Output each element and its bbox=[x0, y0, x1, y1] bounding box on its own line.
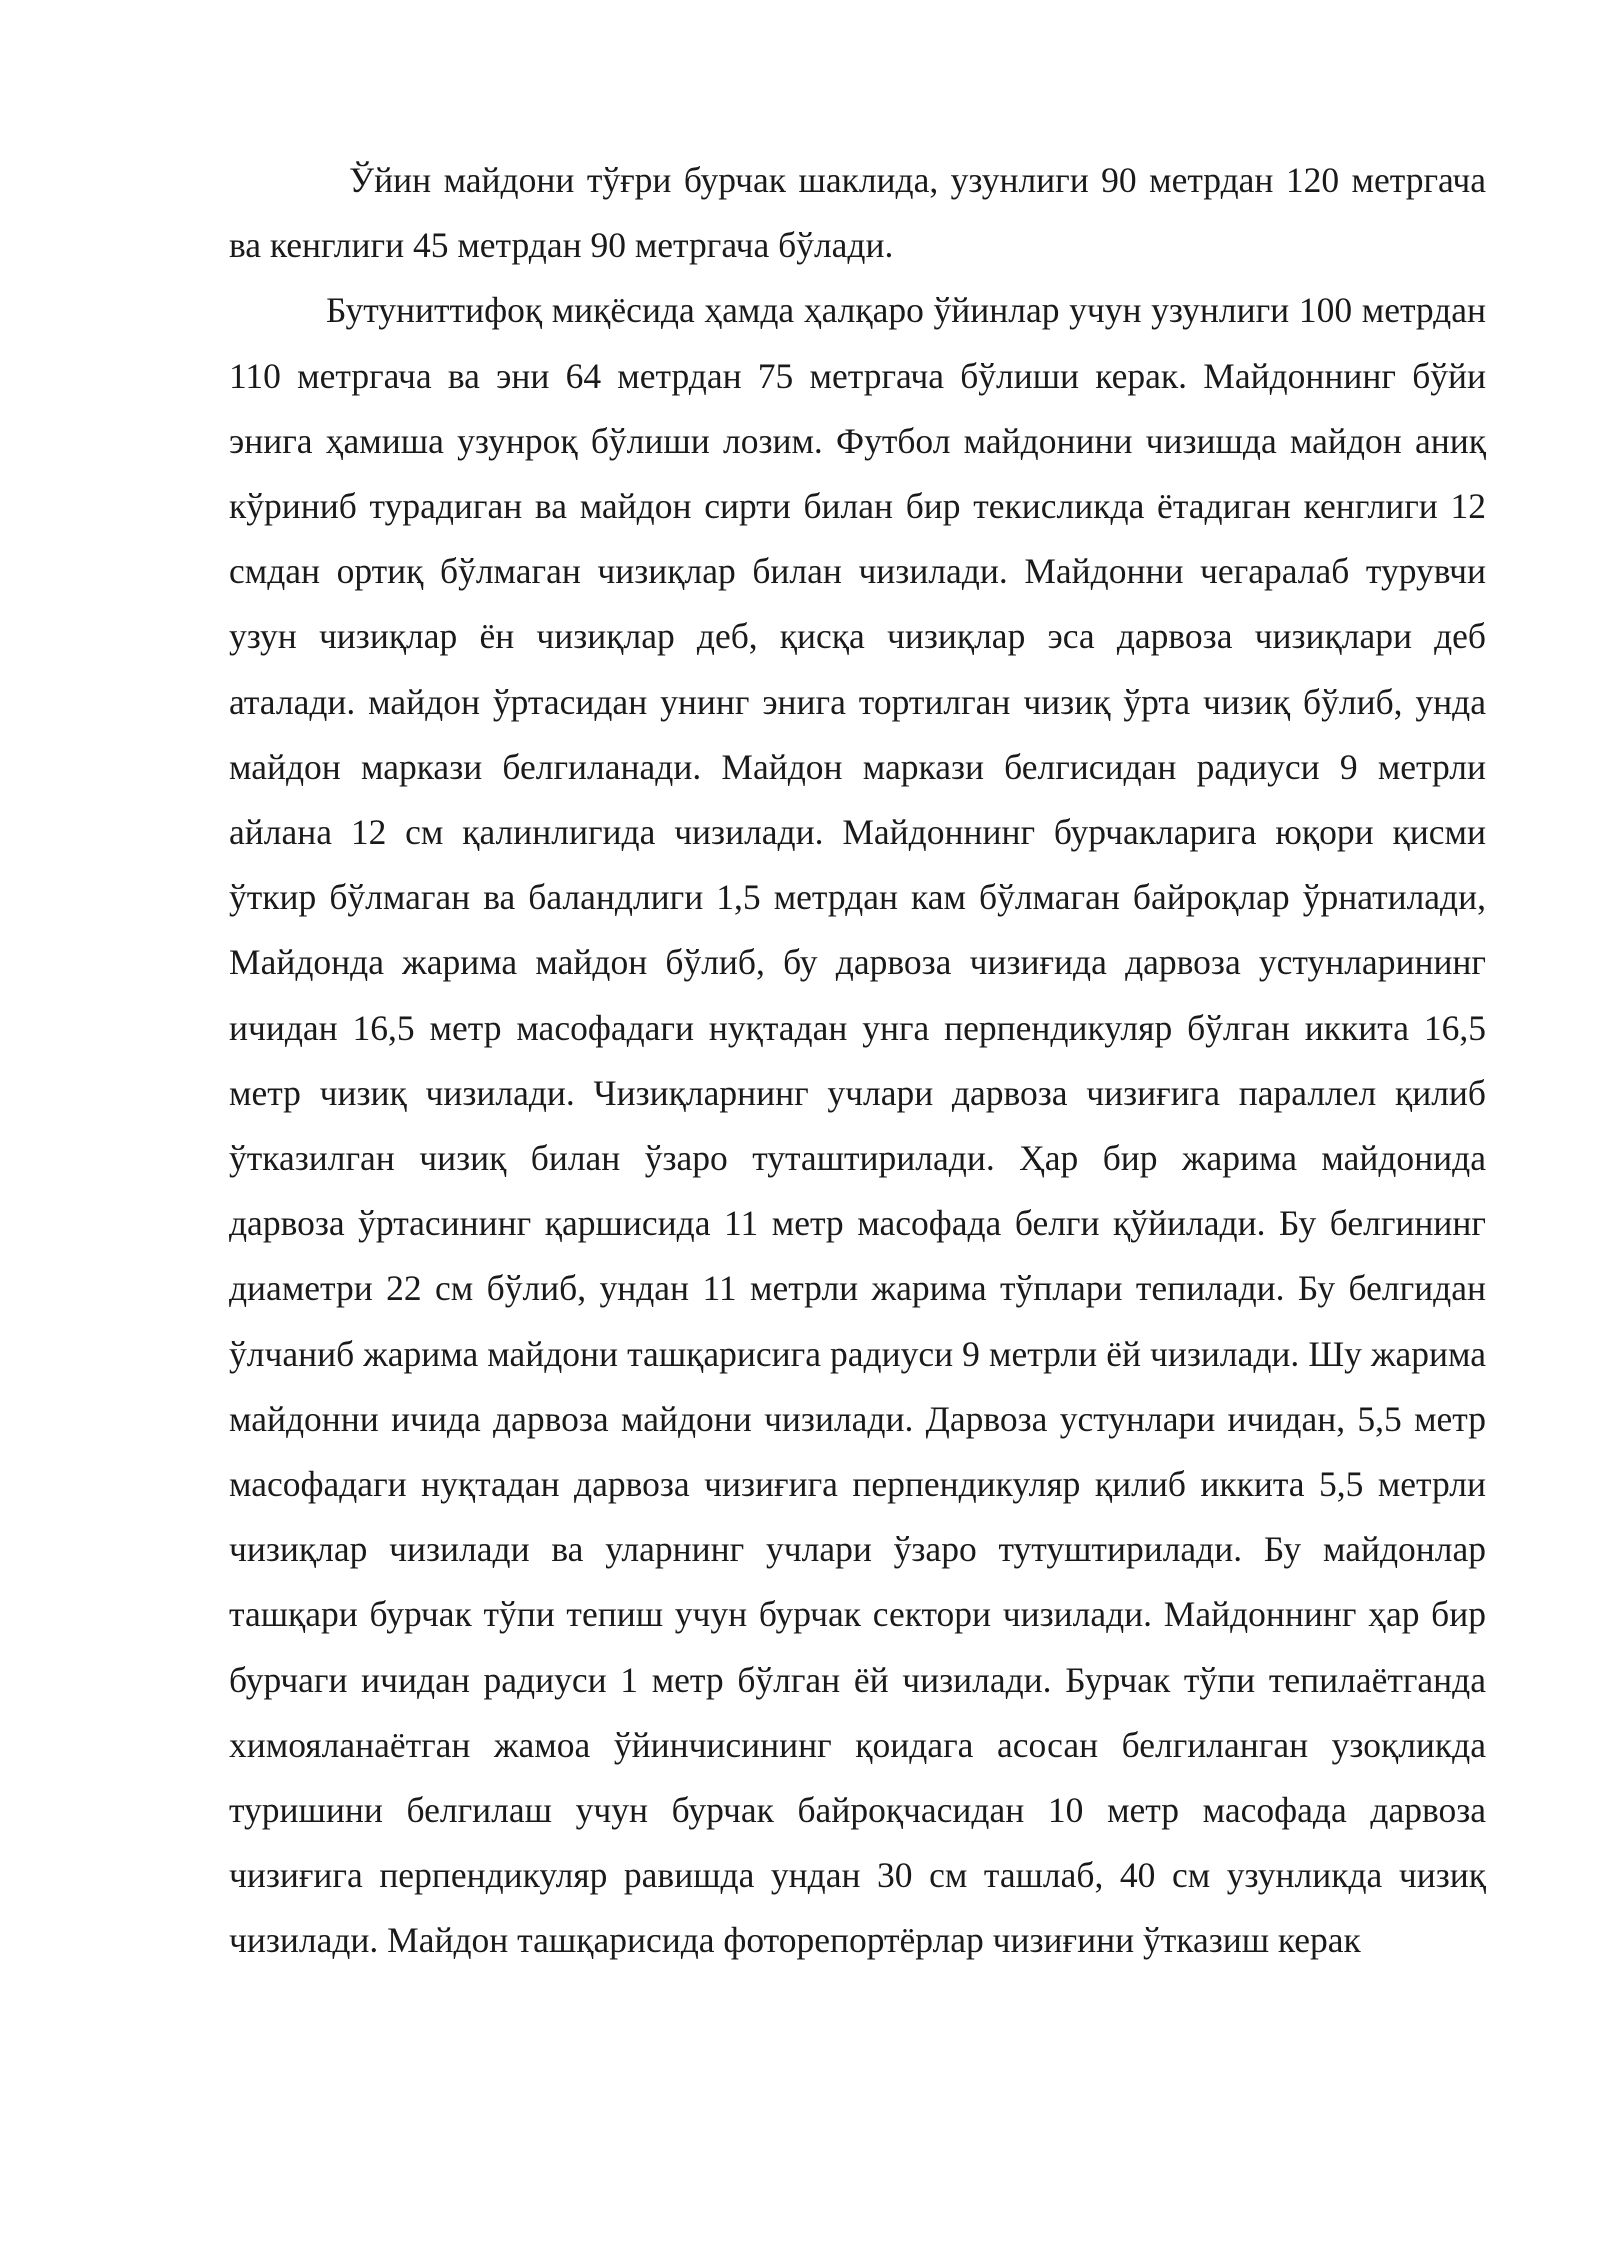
document-body bbox=[229, 148, 1486, 1974]
paragraph-field-markings: Бутуниттифоқ миқёсида ҳамда ҳалқаро ўйинлар учун узунлиги 100 метрдан 110 метргача ва эни 64 метрдан 75 метргача бўлиши керак. Майдоннинг бўйи энига ҳамиша узунроқ бўлиши лозим. Футбол майдонини чизишда майдон аниқ кўриниб турадиган ва майдон сирти билан бир текисликда ётадиган кенглиги 12 смдан ортиқ бўлмаган чизиқлар билан чизилади. Майдонни чегаралаб турувчи узун чизиқлар ён чизиқлар деб, қисқа чизиқлар эса дарвоза чизиқлари деб аталади. майдон ўртасидан унинг энига тортилган чизиқ ўрта чизиқ бўлиб, унда майдон маркази белгиланади. Майдон маркази белгисидан радиуси 9 метрли айлана 12 см қалинлигида чизилади. Майдоннинг бурчакларига юқори қисми ўткир бўлмаган ва баландлиги 1,5 метрдан кам бўлмаган байроқлар ўрнатилади, Майдонда жарима майдон бўлиб, бу дарвоза чизиғида дарвоза устунларининг ичидан 16,5 метр масофадаги нуқтадан унга перпендикуляр бўлган иккита 16,5 метр чизиқ чизилади. Чизиқларнинг учлари дарвоза чизиғига параллел қилиб ўтказилган чизиқ билан ўзаро туташтирилади. Ҳар бир жарима майдонида дарвоза ўртасининг қаршисида 11 метр масофада белги қўйилади. Бу белгининг диаметри 22 см бўлиб, ундан 11 метрли жарима тўплари тепилади. Бу белгидан ўлчаниб жарима майдони ташқарисига радиуси 9 метрли ёй чизилади. Шу жарима майдонни ичида дарвоза майдони чизилади. Дарвоза устунлари ичидан, 5,5 метр масофадаги нуқтадан дарвоза чизиғига перпендикуляр қилиб иккита 5,5 метрли чизиқлар чизилади ва уларнинг учлари ўзаро тутуштирилади. Бу майдонлар ташқари бурчак тўпи тепиш учун бурчак сектори чизилади. Майдоннинг ҳар бир бурчаги ичидан радиуси 1 метр бўлган ёй чизилади. Бурчак тўпи тепилаётганда химояланаётган жамоа ўйинчисининг қоидага асосан белгиланган узоқликда туришини белгилаш учун бурчак байроқчасидан 10 метр масофада дарвоза чизиғига перпендикуляр равишда ундан 30 см ташлаб, 40 см узунликда чизиқ чизилади. Майдон ташқарисида фоторепортёрлар чизиғини ўтказиш керак bbox=[229, 290, 1486, 1961]
paragraph-field-dimensions: Ўйин майдони тўғри бурчак шаклида, узунлиги 90 метрдан 120 метргача ва кенглиги 45 метрдан 90 метргача бўлади. bbox=[229, 160, 1486, 266]
